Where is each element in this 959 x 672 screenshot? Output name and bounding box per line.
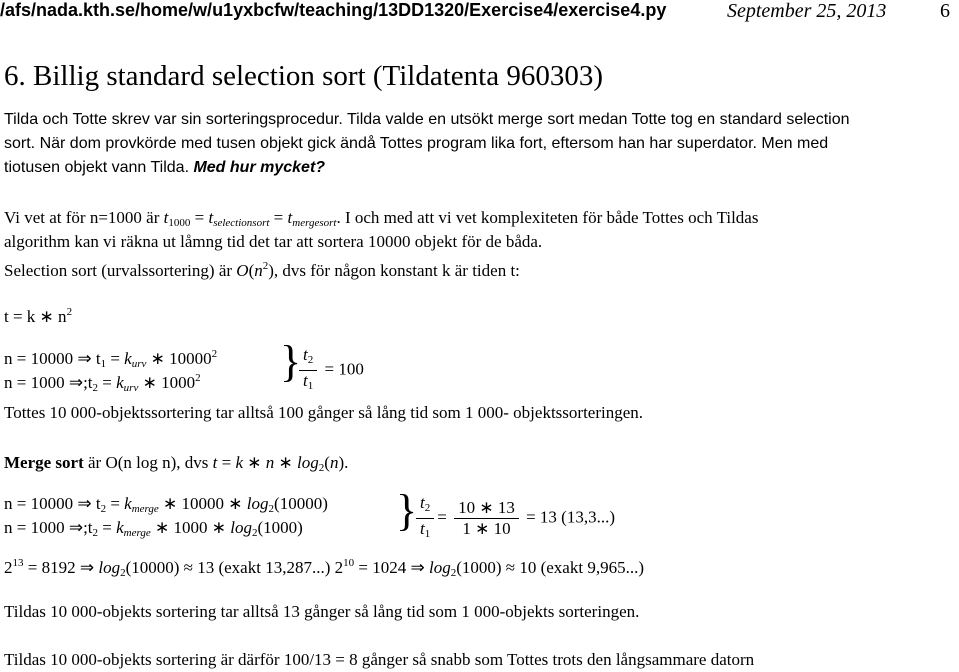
approximation-line: $2^{13} = 8192$ ⇒ $\log_2(10000) \approx 13$ (exakt 13,287...) $2^{10} = 1024$ ⇒ $\log_2(1000) \approx 10$ (exakt 9,965...)	[4, 557, 644, 579]
problem-line-3	[4, 156, 325, 180]
problem-line-1: Tilda och Totte skrev var sin sorteringsprocedur. Tilda valde en utsökt merge sort medan Totte tog en standard selection	[4, 111, 850, 128]
header-date: September 25, 2013	[727, 0, 887, 22]
merge-equation-1: n = 10000 ⇒ $t_2 = k_{merge}$ ∗ 10000 ∗ $\log_2(10000)$	[4, 494, 328, 515]
selection-brace: }	[280, 337, 302, 386]
section-title: 6. Billig standard selection sort (Tildatenta 960303)	[4, 60, 603, 92]
selection-conclusion: Tottes 10 000-objektssortering tar alltså 100 gånger så lång tid som 1 000- objektssorteringen.	[4, 403, 644, 422]
problem-question: Med hur mycket?	[193, 159, 326, 176]
merge-equation-2: n = 1000 $\Rightarrow;t_2 = k_{merge}$ ∗ 1000 ∗ $\log_2(1000)$	[4, 518, 303, 539]
page-number: 6	[940, 0, 950, 22]
merge-brace: }	[396, 486, 418, 535]
problem-text: tiotusen objekt vann Tilda.	[4, 159, 194, 176]
merge-intro: Merge sort är O(n log n), dvs t = k ∗ n ∗ $\log_2(n)$.	[4, 453, 349, 474]
page-header	[0, 0, 959, 22]
merge-conclusion: Tildas 10 000-objekts sortering tar alltså 13 gånger så lång tid som 1 000-objekts sorteringen.	[4, 602, 640, 621]
problem-line-2: sort. När dom provkörde med tusen objekt gick ändå Tottes program lika fort, eftersom han har superdator. Men med	[4, 135, 829, 152]
equation-t: t = k ∗ $n^2$	[4, 306, 73, 326]
file-path: /afs/nada.kth.se/home/w/u1yxbcfw/teaching/13DD1320/Exercise4/exercise4.py	[0, 0, 667, 20]
selection-equation-1: n = 10000 ⇒ $t_1 = k_{urv}$ ∗ 10000$^2$	[4, 348, 218, 370]
solution-paragraph-1: Vi vet at för n=1000 är $t_{1000} = t_{selectionsort} = t_{mergesort}$. I och med att vi vet komplexiteten för både Tottes och Tildas	[4, 208, 759, 229]
solution-paragraph-2: Selection sort (urvalssortering) är $O(n^2)$, dvs för någon konstant k är tiden t:	[4, 260, 520, 280]
selection-ratio: $\frac{t_2}{t_1}$ = 100	[296, 345, 364, 396]
final-conclusion: Tildas 10 000-objekts sortering är därför 100/13 = 8 gånger så snabb som Tottes trots den långsammare datorn	[4, 650, 755, 669]
merge-ratio: $\frac{t_2}{t_1}$ = $\frac{10 ∗ 13}{1 ∗ 10}$ = 13 (13,3...)	[413, 493, 615, 544]
selection-equation-2: n = 1000 $\Rightarrow;t_2 = k_{urv}$ ∗ 1000$^2$	[4, 372, 201, 394]
solution-paragraph-1b: algorithm kan vi räkna ut låmng tid det tar att sortera 10000 objekt för de båda.	[4, 232, 543, 251]
